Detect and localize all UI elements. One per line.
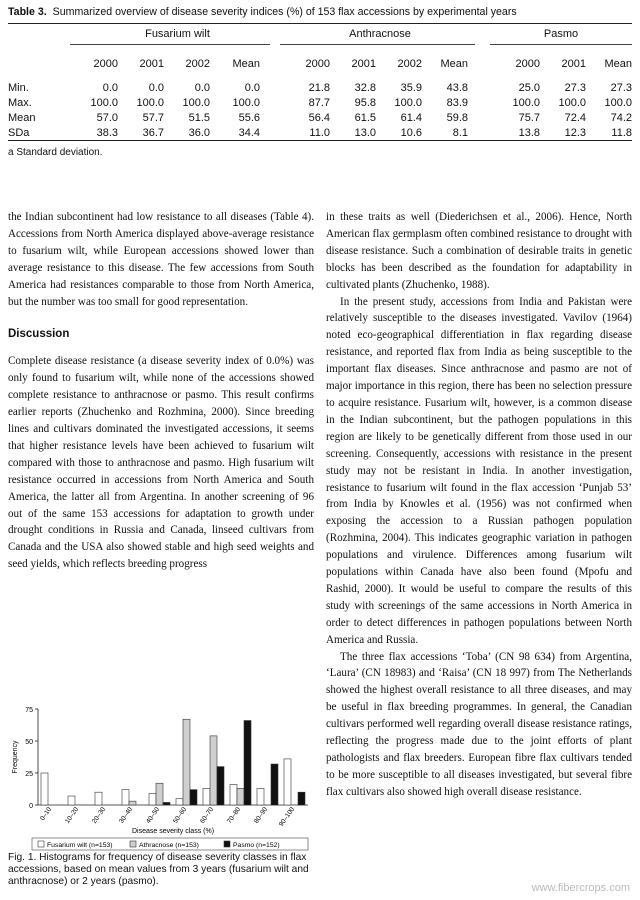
legend-swatch: [130, 841, 136, 847]
table-cell: 38.3: [96, 127, 118, 139]
column-header: Mean: [604, 58, 632, 70]
table-footnote: a Standard deviation.: [8, 147, 103, 158]
table-caption: [8, 6, 517, 18]
x-tick-label: 70–80: [226, 806, 243, 825]
table-cell: 0.0: [148, 82, 164, 94]
table-cell: 61.4: [400, 112, 422, 124]
bar-1: [129, 801, 136, 805]
bar-2: [163, 802, 170, 805]
table-label: Table 3.: [8, 6, 47, 18]
group-anthracnose: Anthracnose: [349, 28, 411, 40]
bar-2: [217, 767, 224, 805]
table-cell: 100.0: [232, 97, 260, 109]
left-column: [8, 209, 314, 573]
section-heading-discussion: Discussion: [8, 328, 70, 341]
table-cell: 0.0: [194, 82, 210, 94]
table-cell: 56.4: [308, 112, 330, 124]
table-cell: 43.8: [446, 82, 468, 94]
table-cell: 11.0: [309, 127, 330, 139]
bar-0: [257, 788, 264, 805]
legend-label: Fusarium wilt (n=153): [47, 842, 113, 849]
column-header: 2000: [515, 58, 540, 70]
table-cell: 100.0: [182, 97, 210, 109]
x-tick-label: 30–40: [118, 806, 135, 825]
table-cell: 27.3: [564, 82, 586, 94]
table-cell: 57.7: [142, 112, 164, 124]
table-cell: 100.0: [512, 97, 540, 109]
bar-1: [237, 788, 244, 805]
bar-0: [230, 785, 237, 805]
column-header: 2001: [351, 58, 376, 70]
table-cell: 10.6: [400, 127, 422, 139]
x-tick-label: 50–60: [172, 806, 189, 825]
table-cell: 100.0: [604, 97, 632, 109]
bar-0: [176, 799, 183, 805]
table-cell: 35.9: [400, 82, 422, 94]
bar-0: [149, 793, 156, 805]
table-cell: 36.0: [188, 127, 210, 139]
x-tick-label: 20–30: [91, 806, 108, 825]
bar-0: [41, 773, 48, 805]
table-cell: 12.3: [564, 127, 586, 139]
table-cell: 21.8: [308, 82, 330, 94]
y-tick-label: 0: [29, 803, 33, 810]
table-cell: 25.0: [518, 82, 540, 94]
group-rule-anthracnose: [280, 44, 475, 45]
table-cell: 61.5: [354, 112, 376, 124]
group-rule-pasmo: [490, 44, 632, 45]
table-cell: 57.0: [96, 112, 118, 124]
table-cell: 32.8: [354, 82, 376, 94]
y-axis-label: Frequency: [12, 740, 19, 774]
y-tick-label: 75: [25, 707, 33, 714]
bar-0: [122, 790, 129, 805]
left-paragraph-2: Complete disease resistance (a disease severity index of 0.0%) was only found to fusarium wilt, while none of the accessions showed complete resistance to anthracnose or pasmo. This result confirms earlier reports (Zhuchenko and Rozhmina, 2000). Since breeding lines and cultivars dominated the investigated accessions, it seems that higher resistance levels have been achieved to fusarium wilt compared with those to anthracnose and pasmo. High fusarium wilt resistance occurred in accessions from North America and South America, the latter all from Argentina. In another screening of 96 out of the same 153 accessions for adaptation to growth under drought conditions in Russia and Canada, linseed cultivars from Canada and the USA also showed stable and high seed weights and seed yields, which reflects breeding progress: [8, 355, 314, 571]
table-caption-text: Summarized overview of disease severity indices (%) of 153 flax accessions by experimental years: [52, 6, 517, 18]
row-label: Mean: [8, 112, 36, 124]
table-cell: 36.7: [142, 127, 164, 139]
column-header: 2002: [185, 58, 210, 70]
column-header: 2001: [561, 58, 586, 70]
table-cell: 74.2: [610, 112, 632, 124]
table-cell: 100.0: [136, 97, 164, 109]
table-cell: 83.9: [446, 97, 468, 109]
table-cell: 100.0: [558, 97, 586, 109]
left-paragraph-1: the Indian subcontinent had low resistance to all diseases (Table 4). Accessions from North America displayed above-average resistance to fusarium wilt, while European accessions showed lower than average resistance to this disease. The few accessions from South America had resistances comparable to those from North America, but the number was too small for good representation.: [8, 211, 314, 308]
group-fusarium: Fusarium wilt: [145, 28, 210, 40]
watermark: www.fibercrops.com: [531, 882, 630, 894]
legend-label: Pasmo (n=152): [233, 842, 280, 849]
table-cell: 13.0: [354, 127, 376, 139]
x-axis-label: Disease severity class (%): [131, 828, 215, 835]
column-header: 2000: [93, 58, 118, 70]
bar-2: [190, 790, 197, 805]
x-tick-label: 0–10: [39, 806, 54, 822]
table-cell: 100.0: [90, 97, 118, 109]
legend-swatch: [38, 841, 44, 847]
table-cell: 75.7: [518, 112, 540, 124]
table-top-rule: [8, 23, 632, 24]
right-paragraph-2: In the present study, accessions from India and Pakistan were relatively susceptible to the diseases investigated. Vavilov (1964) noted eco-geographical differentiation in flax regarding disease resistance, and reported flax from India as being susceptible to the important flax diseases. Since anthracnose and pasmo are not of major importance in this region, there has been no selection pressure to acquire resistance. Fusarium wilt, however, is a common disease in the Indian subcontinent, but the pathogen populations in this region are likely to be genetically different from those used in our screening. Consequently, accessions with resistance in the present study may not be resistant in India. In another investigation, resistance to fusarium wilt found in the flax accession ‘Punjab 53’ from India by Knowles et al. (1956) was not confirmed when exposing the accession to a Russian pathogen population (Rozhmina, 2004). This indicates geographic variation in pathogen populations and virulence. Differences among fusarium wilt populations within Canada have also been found (Mpofu and Rashid, 2000). It would be useful to compare the results of this study with screenings of the same accessions in North America in order to detect differences in pathogen populations between North America and Russia.: [326, 295, 632, 646]
right-column: [326, 209, 632, 801]
bar-2: [244, 721, 251, 805]
table-cell: 0.0: [102, 82, 118, 94]
legend-label: Athracnose (n=153): [139, 842, 199, 849]
table-cell: 55.6: [238, 112, 260, 124]
table-bottom-rule: [8, 140, 632, 141]
column-header: 2000: [305, 58, 330, 70]
bar-1: [183, 719, 190, 805]
table-cell: 51.5: [188, 112, 210, 124]
bar-0: [284, 759, 291, 805]
bar-0: [203, 788, 210, 805]
x-tick-label: 90–100: [277, 806, 297, 828]
x-tick-label: 60–70: [199, 806, 216, 825]
table-cell: 87.7: [308, 97, 330, 109]
column-header: 2001: [139, 58, 164, 70]
table-cell: 72.4: [564, 112, 586, 124]
bar-1: [156, 783, 163, 805]
y-tick-label: 50: [25, 739, 33, 746]
bar-2: [271, 764, 278, 805]
table-cell: 11.8: [611, 127, 632, 139]
column-header: Mean: [232, 58, 260, 70]
group-rule-fusarium: [70, 44, 270, 45]
bar-1: [210, 736, 217, 805]
table-cell: 34.4: [238, 127, 260, 139]
y-tick-label: 25: [25, 771, 33, 778]
group-pasmo: Pasmo: [543, 28, 579, 40]
row-label: SDa: [8, 127, 30, 139]
bar-0: [68, 796, 75, 805]
legend-swatch: [224, 841, 230, 847]
row-label: Min.: [8, 82, 29, 94]
table-cell: 59.8: [446, 112, 468, 124]
column-header: Mean: [440, 58, 468, 70]
table-cell: 8.1: [452, 127, 468, 139]
bar-0: [95, 792, 102, 805]
table-cell: 0.0: [244, 82, 260, 94]
table-cell: 13.8: [518, 127, 540, 139]
bar-2: [298, 792, 305, 805]
x-tick-label: 80–90: [253, 806, 270, 825]
table-cell: 27.3: [610, 82, 632, 94]
x-tick-label: 40–50: [145, 806, 162, 825]
column-header: 2002: [397, 58, 422, 70]
table-cell: 95.8: [354, 97, 376, 109]
figure-caption: Fig. 1. Histograms for frequency of disease severity classes in flax accessions, based on mean values from 3 years (fusarium wilt and anthracnose) or 2 years (pasmo).: [8, 852, 309, 888]
right-paragraph-3: The three flax accessions ‘Toba’ (CN 98 634) from Argentina, ‘Laura’ (CN 18983) and ‘Raisa’ (CN 18 997) from The Netherlands showed the highest overall resistance to all three diseases, and may be useful in flax breeding programmes. In general, the Canadian cultivars performed well regarding overall disease resistance ratings, reflecting the progress made due to the joint efforts of plant pathologists and flax breeders. European fibre flax cultivars tended to be more susceptible to all diseases investigated, but several fibre flax cultivars also showed high overall disease resistance.: [326, 650, 632, 798]
row-label: Max.: [8, 97, 32, 109]
table-cell: 100.0: [394, 97, 422, 109]
x-tick-label: 10–20: [64, 806, 81, 825]
right-paragraph-1: in these traits as well (Diederichsen et al., 2006). Hence, North American flax germplasm often combined resistance to drought with disease resistance. Such a combination of desirable traits in genetic blocks has been described as the foundation for adaptability in cultivated plants (Zhuchenko, 1988).: [326, 211, 632, 291]
